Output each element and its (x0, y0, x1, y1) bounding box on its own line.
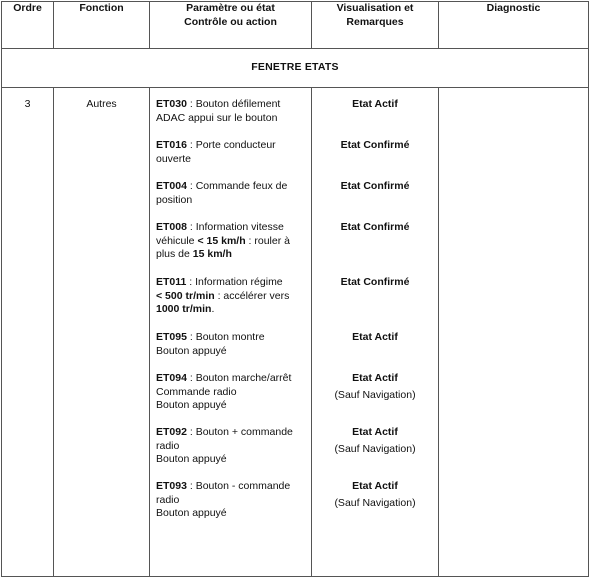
parametre-text: Bouton appuyé (156, 399, 227, 411)
parametre-item (156, 426, 307, 480)
visualisation-list (312, 98, 438, 534)
parametre-code: ET095 (156, 331, 187, 343)
parametre-text: : Bouton montre (186, 331, 265, 343)
parametre-code: ET030 (156, 98, 187, 110)
parametre-line (156, 194, 307, 208)
parametre-text: : Bouton - commande (186, 480, 291, 492)
visualisation-state: Etat Confirmé (340, 139, 410, 151)
visualisation-state: Etat Confirmé (340, 221, 410, 233)
parametre-line (156, 290, 307, 304)
visualisation-state: Etat Confirmé (340, 180, 410, 192)
cell-fonction: Autres (54, 88, 150, 577)
parametre-line (156, 386, 307, 400)
header-parametre-line1: Paramètre ou état (186, 2, 275, 14)
cell-visualisation (312, 88, 439, 577)
parametre-line (156, 153, 307, 167)
parametre-line (156, 426, 307, 440)
parametre-text: < 15 km/h (197, 234, 246, 247)
parametre-text: : Information vitesse (186, 221, 284, 233)
visualisation-note: (Sauf Navigation) (334, 388, 416, 401)
parametre-text: 1000 tr/min (156, 303, 212, 315)
parametre-line (156, 98, 307, 112)
parametre-line (156, 303, 307, 317)
parametre-text: plus de (156, 248, 193, 260)
parametre-line (156, 139, 307, 153)
cell-ordre: 3 (2, 88, 54, 577)
parametre-code: ET093 (156, 480, 187, 492)
parametre-text: . (211, 303, 215, 315)
parametre-line (156, 372, 307, 386)
header-parametre (150, 2, 312, 49)
parametre-item (156, 221, 307, 276)
parametre-line (156, 480, 307, 494)
parametre-line (156, 345, 307, 359)
visualisation-item (312, 480, 438, 534)
cell-parametres (150, 88, 312, 577)
parametre-text: Commande radio (156, 385, 237, 398)
parametre-line (156, 440, 307, 454)
diagnostic-table (1, 1, 589, 577)
parametre-line (156, 276, 307, 290)
parametre-code: ET004 (156, 180, 187, 192)
section-row (2, 49, 589, 88)
visualisation-state: Etat Actif (352, 98, 398, 110)
header-diagnostic: Diagnostic (439, 2, 589, 49)
parametre-text: : rouler à (245, 234, 290, 247)
parametre-line (156, 180, 307, 194)
parametre-text: 15 km/h (192, 248, 232, 260)
parametre-line (156, 507, 307, 521)
parametre-text: Bouton appuyé (156, 453, 227, 465)
parametre-text: : Bouton défilement (186, 98, 281, 110)
parametre-text: radio (156, 439, 180, 452)
parametre-text: : Bouton + commande (186, 426, 293, 438)
parametre-code: ET094 (156, 372, 187, 384)
parametre-list (156, 98, 307, 534)
parametre-text: ADAC appui sur le bouton (156, 111, 278, 124)
parametre-text: radio (156, 493, 180, 506)
parametre-text: : Commande feux de (186, 180, 288, 192)
visualisation-state: Etat Actif (352, 331, 398, 343)
parametre-text: : accélérer vers (214, 289, 290, 302)
parametre-item (156, 480, 307, 534)
parametre-line (156, 331, 307, 345)
parametre-text: véhicule (156, 234, 198, 247)
visualisation-item (312, 139, 438, 180)
visualisation-state: Etat Actif (352, 372, 398, 384)
section-title: FENETRE ETATS (2, 49, 589, 88)
parametre-line (156, 112, 307, 126)
parametre-code: ET011 (156, 276, 187, 288)
table-row (2, 88, 589, 577)
visualisation-item (312, 426, 438, 480)
header-fonction: Fonction (54, 2, 150, 49)
visualisation-item (312, 180, 438, 221)
header-row (2, 2, 589, 49)
parametre-line (156, 221, 307, 235)
visualisation-item (312, 98, 438, 139)
parametre-line (156, 235, 307, 249)
header-parametre-line2: Contrôle ou action (184, 15, 277, 28)
visualisation-note: (Sauf Navigation) (334, 442, 416, 455)
visualisation-state: Etat Confirmé (340, 276, 410, 288)
parametre-item (156, 276, 307, 331)
header-visualisation-line1: Visualisation et (336, 2, 414, 14)
header-visualisation-line2: Remarques (346, 15, 404, 28)
cell-diagnostic (439, 88, 589, 577)
parametre-text: position (156, 193, 193, 206)
visualisation-state: Etat Actif (352, 426, 398, 438)
visualisation-item (312, 372, 438, 426)
parametre-item (156, 98, 307, 139)
parametre-item (156, 331, 307, 372)
parametre-text: : Information régime (186, 276, 283, 288)
parametre-line (156, 248, 307, 262)
parametre-code: ET016 (156, 139, 187, 151)
visualisation-note: (Sauf Navigation) (334, 496, 416, 509)
visualisation-item (312, 276, 438, 331)
parametre-text: : Bouton marche/arrêt (186, 372, 292, 384)
header-visualisation (312, 2, 439, 49)
parametre-item (156, 180, 307, 221)
parametre-text: ouverte (156, 152, 192, 165)
parametre-text: < 500 tr/min (156, 289, 215, 302)
parametre-line (156, 399, 307, 413)
visualisation-state: Etat Actif (352, 480, 398, 492)
parametre-code: ET008 (156, 221, 187, 233)
parametre-item (156, 139, 307, 180)
parametre-item (156, 372, 307, 426)
parametre-text: Bouton appuyé (156, 507, 227, 519)
parametre-line (156, 494, 307, 508)
header-ordre: Ordre (2, 2, 54, 49)
parametre-text: : Porte conducteur (186, 139, 276, 151)
parametre-line (156, 453, 307, 467)
parametre-text: Bouton appuyé (156, 344, 227, 357)
visualisation-item (312, 331, 438, 372)
visualisation-item (312, 221, 438, 276)
parametre-code: ET092 (156, 426, 187, 438)
